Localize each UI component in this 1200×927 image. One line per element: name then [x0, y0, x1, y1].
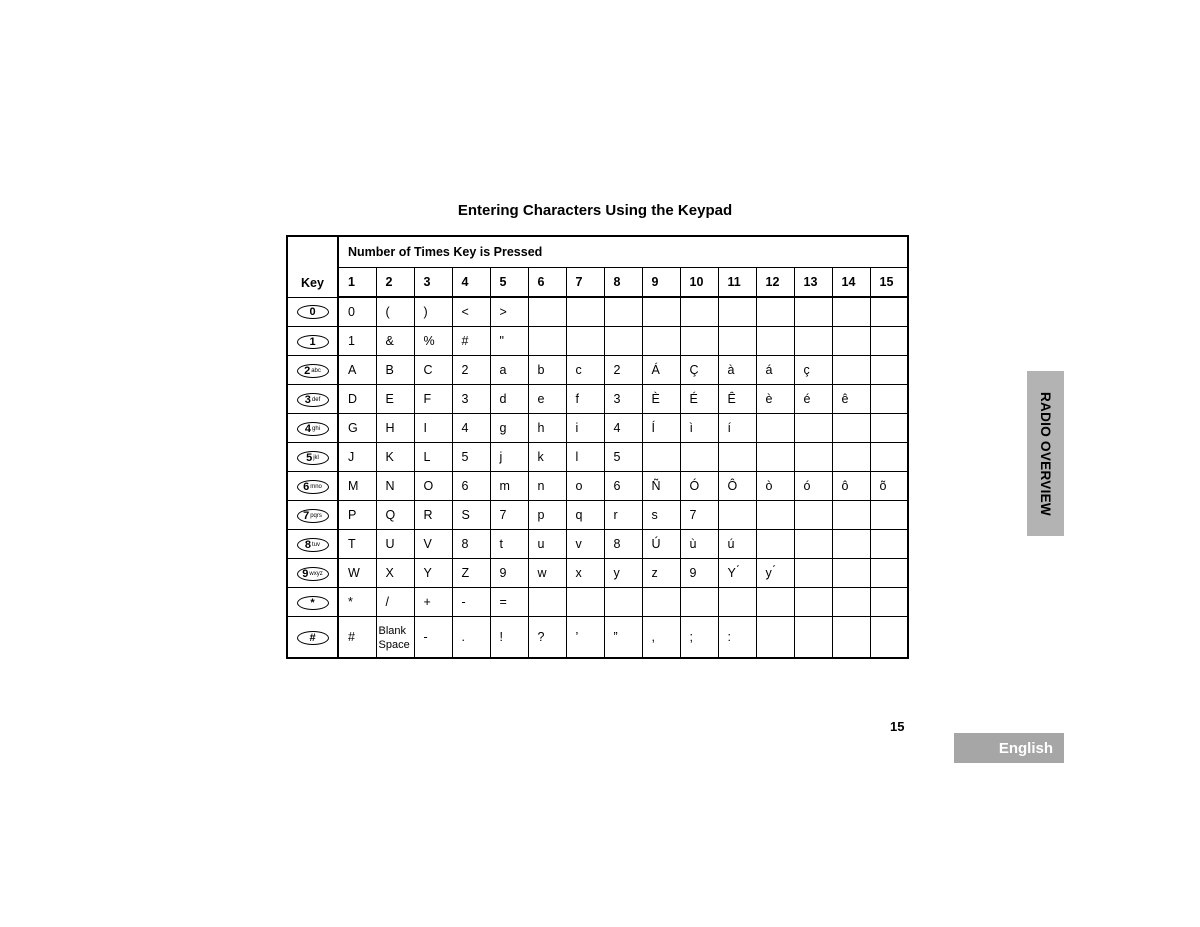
keypad-key-icon	[297, 335, 329, 349]
empty-cell	[832, 530, 870, 559]
keypad-key-icon	[297, 596, 329, 610]
press-count-banner: Number of Times Key is Pressed	[338, 236, 908, 268]
character-cell: t	[490, 530, 528, 559]
character-cell: N	[376, 472, 414, 501]
character-cell: L	[414, 443, 452, 472]
key-label: 5	[306, 451, 313, 464]
character-cell: Ç	[680, 356, 718, 385]
keypad-key-icon	[297, 509, 329, 523]
character-cell: R	[414, 501, 452, 530]
character-cell: #	[338, 617, 376, 659]
character-cell: !	[490, 617, 528, 659]
character-cell: m	[490, 472, 528, 501]
empty-cell	[832, 588, 870, 617]
page-number: 15	[890, 719, 905, 734]
character-cell: 8	[604, 530, 642, 559]
keypad-key-icon	[297, 451, 329, 465]
character-cell: G	[338, 414, 376, 443]
character-cell: /	[376, 588, 414, 617]
key-cell	[287, 530, 338, 559]
character-cell: 2	[452, 356, 490, 385]
empty-cell	[566, 588, 604, 617]
table-row	[287, 559, 908, 588]
empty-cell	[870, 327, 908, 356]
character-cell: 5	[452, 443, 490, 472]
character-cell: "	[490, 327, 528, 356]
table-body	[287, 297, 908, 658]
empty-cell	[832, 414, 870, 443]
key-sublabel: ghi	[312, 425, 321, 432]
character-cell: á	[756, 356, 794, 385]
key-cell	[287, 297, 338, 327]
character-cell: V	[414, 530, 452, 559]
empty-cell	[832, 559, 870, 588]
character-cell: ó	[794, 472, 832, 501]
key-cell	[287, 588, 338, 617]
character-cell: -	[414, 617, 452, 659]
table-row	[287, 385, 908, 414]
keypad-key-icon	[297, 567, 329, 581]
key-column-header: Key	[287, 236, 338, 297]
table-row	[287, 327, 908, 356]
empty-cell	[794, 414, 832, 443]
empty-cell	[870, 559, 908, 588]
keypad-key-icon	[297, 364, 329, 378]
key-label: *	[310, 596, 315, 609]
empty-cell	[794, 501, 832, 530]
key-sublabel: wxyz	[309, 570, 323, 577]
empty-cell	[870, 297, 908, 327]
empty-cell	[680, 588, 718, 617]
character-cell: ?	[528, 617, 566, 659]
character-cell: :	[718, 617, 756, 659]
empty-cell	[794, 588, 832, 617]
section-side-tab-label: RADIO OVERVIEW	[1038, 391, 1053, 516]
character-cell: u	[528, 530, 566, 559]
character-cell: H	[376, 414, 414, 443]
character-cell: ’	[566, 617, 604, 659]
column-header-10: 10	[680, 268, 718, 298]
character-cell: ê	[832, 385, 870, 414]
key-cell	[287, 472, 338, 501]
character-cell: é	[794, 385, 832, 414]
character-cell: s	[642, 501, 680, 530]
character-cell: j	[490, 443, 528, 472]
character-cell: (	[376, 297, 414, 327]
key-label: 6	[303, 480, 310, 493]
character-cell: S	[452, 501, 490, 530]
character-cell: &	[376, 327, 414, 356]
character-cell: F	[414, 385, 452, 414]
character-cell: +	[414, 588, 452, 617]
character-cell: ú	[718, 530, 756, 559]
character-cell: v	[566, 530, 604, 559]
character-cell: X	[376, 559, 414, 588]
key-cell	[287, 356, 338, 385]
key-cell	[287, 501, 338, 530]
character-cell: J	[338, 443, 376, 472]
empty-cell	[870, 356, 908, 385]
character-cell: ô	[832, 472, 870, 501]
blank-space-label: Blank Space	[378, 625, 410, 651]
character-cell: )	[414, 297, 452, 327]
character-cell: h	[528, 414, 566, 443]
empty-cell	[794, 530, 832, 559]
character-cell: Ñ	[642, 472, 680, 501]
empty-cell	[642, 443, 680, 472]
character-cell: %	[414, 327, 452, 356]
empty-cell	[528, 297, 566, 327]
character-cell: Á	[642, 356, 680, 385]
character-cell: k	[528, 443, 566, 472]
column-header-5: 5	[490, 268, 528, 298]
character-cell: A	[338, 356, 376, 385]
character-cell: W	[338, 559, 376, 588]
empty-cell	[832, 297, 870, 327]
key-label: 3	[304, 393, 311, 406]
character-cell: Ú	[642, 530, 680, 559]
table-row	[287, 356, 908, 385]
character-cell: 3	[604, 385, 642, 414]
character-cell: z	[642, 559, 680, 588]
character-cell: i	[566, 414, 604, 443]
character-cell: w	[528, 559, 566, 588]
empty-cell	[566, 297, 604, 327]
character-cell: q	[566, 501, 604, 530]
character-cell: T	[338, 530, 376, 559]
character-cell: Ó	[680, 472, 718, 501]
character-cell: r	[604, 501, 642, 530]
empty-cell	[718, 501, 756, 530]
key-sublabel: tuv	[312, 541, 321, 548]
empty-cell	[794, 327, 832, 356]
character-cell: Ê	[718, 385, 756, 414]
character-cell: É	[680, 385, 718, 414]
character-cell: ;	[680, 617, 718, 659]
character-cell: í	[718, 414, 756, 443]
character-cell: ç	[794, 356, 832, 385]
empty-cell	[680, 297, 718, 327]
character-cell: 7	[490, 501, 528, 530]
key-label: 9	[302, 567, 309, 580]
empty-cell	[870, 617, 908, 659]
empty-cell	[870, 443, 908, 472]
column-header-9: 9	[642, 268, 680, 298]
character-cell: à	[718, 356, 756, 385]
empty-cell	[756, 443, 794, 472]
character-cell: l	[566, 443, 604, 472]
column-header-6: 6	[528, 268, 566, 298]
empty-cell	[642, 327, 680, 356]
character-cell: =	[490, 588, 528, 617]
character-cell: y ́	[756, 559, 794, 588]
character-cell: õ	[870, 472, 908, 501]
character-cell: 4	[604, 414, 642, 443]
key-sublabel: def	[311, 396, 321, 403]
character-cell: p	[528, 501, 566, 530]
key-label: 7	[303, 509, 310, 522]
keypad-key-icon	[297, 631, 329, 645]
key-label: 2	[304, 364, 311, 377]
empty-cell	[566, 327, 604, 356]
empty-cell	[832, 356, 870, 385]
keypad-key-icon	[297, 422, 329, 436]
empty-cell	[718, 297, 756, 327]
character-cell: Y	[414, 559, 452, 588]
empty-cell	[756, 617, 794, 659]
character-cell: 4	[452, 414, 490, 443]
character-cell: 9	[490, 559, 528, 588]
character-cell: 1	[338, 327, 376, 356]
character-cell: è	[756, 385, 794, 414]
key-sublabel: abc	[311, 367, 321, 374]
empty-cell	[756, 414, 794, 443]
character-cell: o	[566, 472, 604, 501]
key-sublabel: jkl	[313, 454, 319, 461]
character-cell: a	[490, 356, 528, 385]
column-header-1: 1	[338, 268, 376, 298]
character-cell: n	[528, 472, 566, 501]
column-header-8: 8	[604, 268, 642, 298]
table-row	[287, 617, 908, 659]
column-header-11: 11	[718, 268, 756, 298]
empty-cell	[870, 530, 908, 559]
character-cell: C	[414, 356, 452, 385]
empty-cell	[680, 443, 718, 472]
table-row	[287, 530, 908, 559]
character-cell: 2	[604, 356, 642, 385]
key-label: 4	[304, 422, 312, 435]
character-cell: <	[452, 297, 490, 327]
character-cell: Q	[376, 501, 414, 530]
character-cell: >	[490, 297, 528, 327]
empty-cell	[756, 297, 794, 327]
column-header-15: 15	[870, 268, 908, 298]
character-cell: g	[490, 414, 528, 443]
keypad-key-icon	[297, 538, 329, 552]
table-row	[287, 472, 908, 501]
empty-cell	[528, 588, 566, 617]
keypad-character-table	[286, 235, 909, 659]
character-cell: Ô	[718, 472, 756, 501]
character-cell: f	[566, 385, 604, 414]
character-cell: È	[642, 385, 680, 414]
empty-cell	[832, 501, 870, 530]
key-sublabel: mno	[310, 483, 322, 490]
table-row	[287, 414, 908, 443]
character-cell: B	[376, 356, 414, 385]
empty-cell	[794, 297, 832, 327]
empty-cell	[832, 327, 870, 356]
character-cell: I	[414, 414, 452, 443]
empty-cell	[756, 327, 794, 356]
character-cell: e	[528, 385, 566, 414]
character-cell: #	[452, 327, 490, 356]
empty-cell	[870, 414, 908, 443]
character-cell: .	[452, 617, 490, 659]
key-cell	[287, 414, 338, 443]
character-cell: d	[490, 385, 528, 414]
empty-cell	[642, 297, 680, 327]
empty-cell	[794, 559, 832, 588]
column-header-12: 12	[756, 268, 794, 298]
empty-cell	[680, 327, 718, 356]
character-cell: U	[376, 530, 414, 559]
character-cell: Z	[452, 559, 490, 588]
character-cell: b	[528, 356, 566, 385]
key-cell	[287, 385, 338, 414]
empty-cell	[718, 443, 756, 472]
empty-cell	[718, 327, 756, 356]
character-cell: 3	[452, 385, 490, 414]
character-cell: y	[604, 559, 642, 588]
keypad-key-icon	[297, 480, 329, 494]
column-header-row	[287, 268, 908, 298]
empty-cell	[604, 297, 642, 327]
character-cell: x	[566, 559, 604, 588]
key-sublabel: pqrs	[310, 512, 322, 519]
character-cell	[376, 617, 414, 659]
language-tab	[954, 733, 1064, 763]
character-cell: ,	[642, 617, 680, 659]
column-header-4: 4	[452, 268, 490, 298]
table-row	[287, 443, 908, 472]
empty-cell	[870, 588, 908, 617]
table-row	[287, 501, 908, 530]
empty-cell	[870, 501, 908, 530]
keypad-key-icon	[297, 305, 329, 319]
empty-cell	[642, 588, 680, 617]
character-cell: 7	[680, 501, 718, 530]
character-cell: P	[338, 501, 376, 530]
key-label: 1	[309, 335, 316, 348]
character-cell: Y ́	[718, 559, 756, 588]
empty-cell	[832, 443, 870, 472]
character-cell: K	[376, 443, 414, 472]
character-cell: 6	[604, 472, 642, 501]
key-cell	[287, 443, 338, 472]
empty-cell	[718, 588, 756, 617]
character-cell: D	[338, 385, 376, 414]
character-cell: ”	[604, 617, 642, 659]
empty-cell	[528, 327, 566, 356]
column-header-7: 7	[566, 268, 604, 298]
column-header-3: 3	[414, 268, 452, 298]
character-cell: M	[338, 472, 376, 501]
empty-cell	[832, 617, 870, 659]
key-label: 0	[309, 306, 316, 319]
character-cell: c	[566, 356, 604, 385]
character-cell: ì	[680, 414, 718, 443]
column-header-14: 14	[832, 268, 870, 298]
key-label: 8	[304, 538, 312, 551]
character-cell: Í	[642, 414, 680, 443]
empty-cell	[604, 327, 642, 356]
character-cell: *	[338, 588, 376, 617]
character-cell: 0	[338, 297, 376, 327]
empty-cell	[756, 530, 794, 559]
key-label: #	[309, 631, 316, 644]
character-cell: 9	[680, 559, 718, 588]
language-tab-label: English	[998, 739, 1053, 757]
empty-cell	[756, 501, 794, 530]
table-row	[287, 588, 908, 617]
character-cell: 8	[452, 530, 490, 559]
keypad-key-icon	[297, 393, 329, 407]
column-header-2: 2	[376, 268, 414, 298]
empty-cell	[794, 443, 832, 472]
table-row	[287, 297, 908, 327]
key-cell	[287, 559, 338, 588]
key-cell	[287, 327, 338, 356]
page-title: Entering Characters Using the Keypad	[457, 202, 733, 219]
empty-cell	[870, 385, 908, 414]
section-side-tab	[1027, 371, 1064, 536]
character-cell: -	[452, 588, 490, 617]
key-cell	[287, 617, 338, 659]
character-cell: E	[376, 385, 414, 414]
empty-cell	[794, 617, 832, 659]
character-cell: ù	[680, 530, 718, 559]
character-cell: ò	[756, 472, 794, 501]
column-header-13: 13	[794, 268, 832, 298]
character-cell: 5	[604, 443, 642, 472]
empty-cell	[756, 588, 794, 617]
character-cell: 6	[452, 472, 490, 501]
character-cell: O	[414, 472, 452, 501]
empty-cell	[604, 588, 642, 617]
